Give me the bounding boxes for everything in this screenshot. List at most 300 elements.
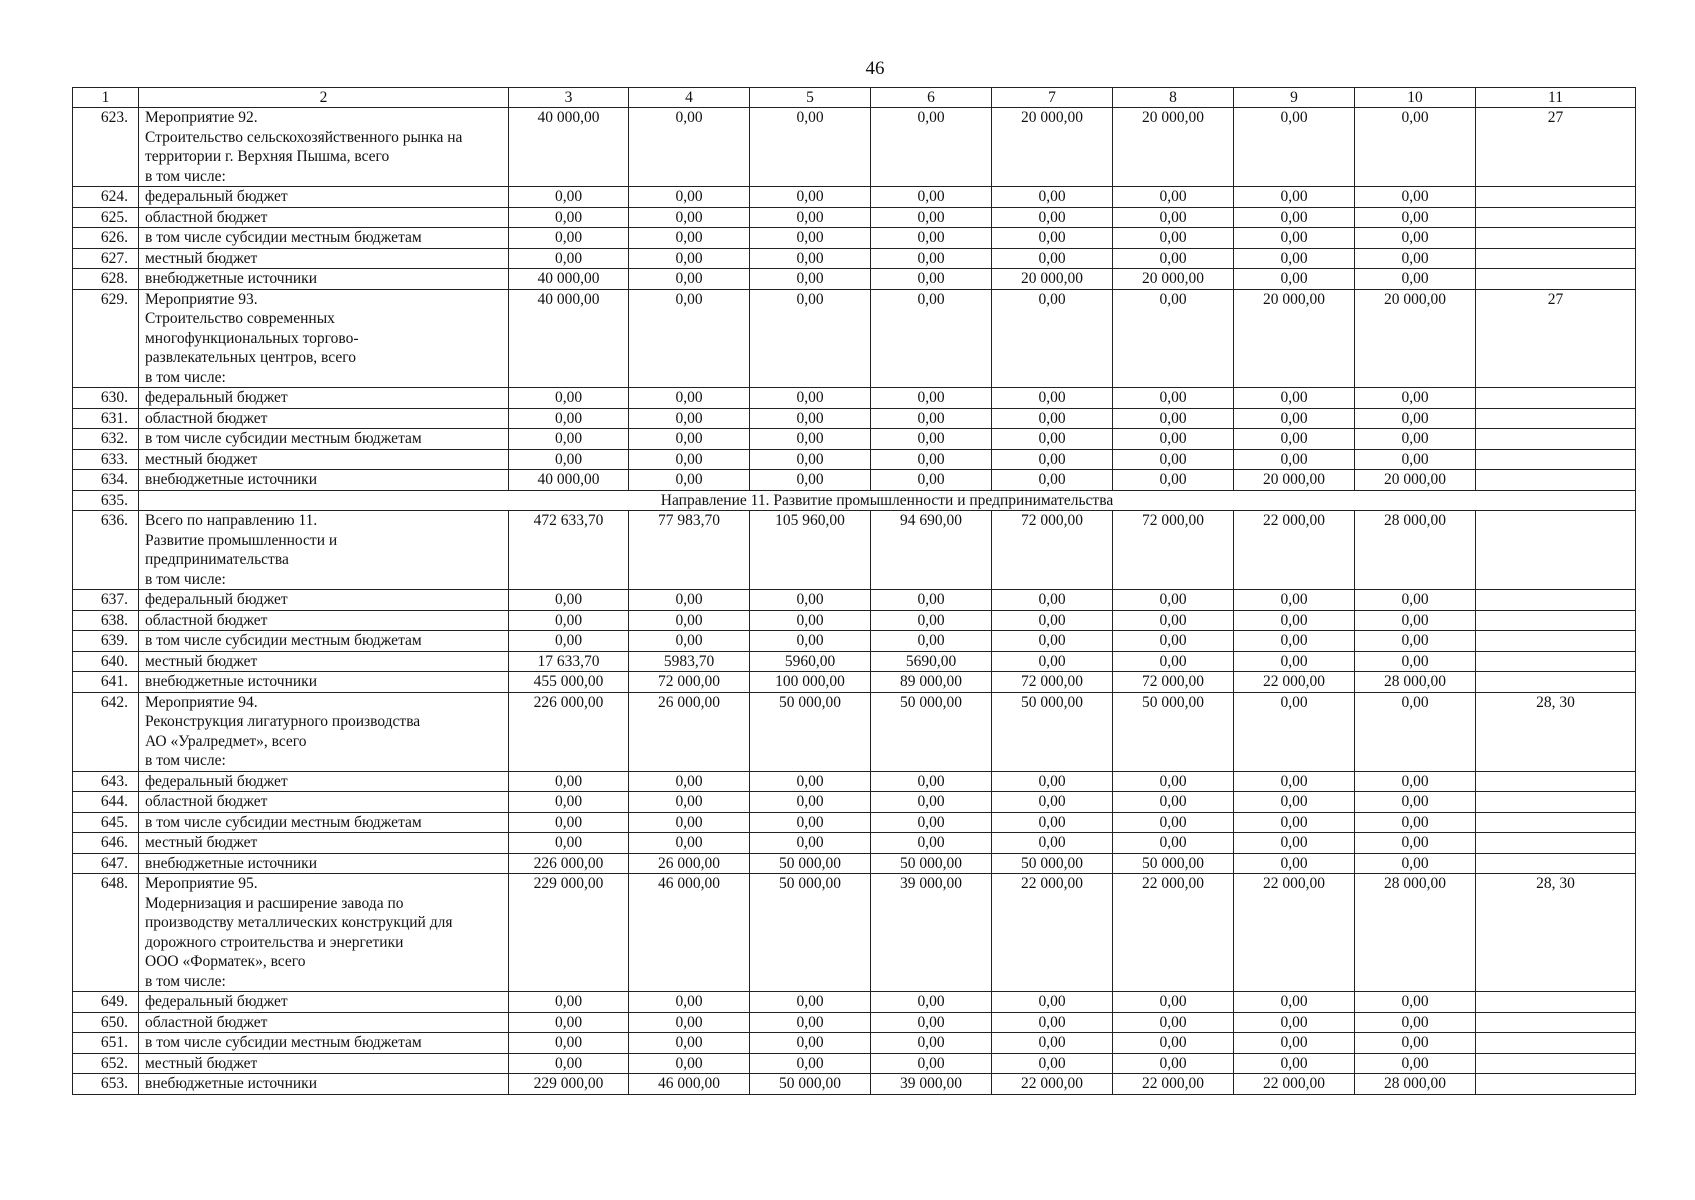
amount-cell: 0,00	[629, 470, 750, 491]
funding-source-row	[73, 228, 1636, 249]
description-line: многофункциональных торгово-	[145, 329, 359, 347]
column-number-header: 11	[1476, 88, 1636, 108]
amount-cell: 0,00	[1234, 248, 1355, 269]
amount-cell: 0,00	[1113, 248, 1234, 269]
amount-cell: 0,00	[1113, 651, 1234, 672]
target-indicator-ref	[1476, 269, 1636, 290]
amount-cell: 50 000,00	[1113, 692, 1234, 771]
amount-cell: 0,00	[1355, 1053, 1476, 1074]
row-number: 648.	[73, 874, 139, 992]
amount-cell: 0,00	[1113, 449, 1234, 470]
amount-cell: 72 000,00	[992, 511, 1113, 590]
row-number: 645.	[73, 812, 139, 833]
row-number: 632.	[73, 429, 139, 450]
column-number-header: 10	[1355, 88, 1476, 108]
row-number: 631.	[73, 408, 139, 429]
row-number: 623.	[73, 108, 139, 187]
amount-cell: 20 000,00	[1113, 108, 1234, 187]
amount-cell: 0,00	[629, 812, 750, 833]
amount-cell: 22 000,00	[1113, 874, 1234, 992]
row-number: 650.	[73, 1012, 139, 1033]
amount-cell: 0,00	[629, 108, 750, 187]
target-indicator-ref	[1476, 228, 1636, 249]
amount-cell: 0,00	[1355, 248, 1476, 269]
amount-cell: 0,00	[509, 792, 629, 813]
amount-cell: 0,00	[1234, 812, 1355, 833]
amount-cell: 28 000,00	[1355, 672, 1476, 693]
amount-cell: 0,00	[1234, 792, 1355, 813]
amount-cell: 0,00	[509, 207, 629, 228]
amount-cell: 0,00	[1113, 207, 1234, 228]
target-indicator-ref	[1476, 1074, 1636, 1095]
amount-cell: 0,00	[1234, 631, 1355, 652]
amount-cell: 0,00	[1355, 429, 1476, 450]
amount-cell: 0,00	[1355, 269, 1476, 290]
column-number-header: 7	[992, 88, 1113, 108]
page-number: 46	[865, 58, 885, 79]
funding-source-row	[73, 672, 1636, 693]
amount-cell: 0,00	[509, 631, 629, 652]
amount-cell: 0,00	[750, 833, 871, 854]
amount-cell: 0,00	[992, 992, 1113, 1013]
amount-cell: 20 000,00	[992, 269, 1113, 290]
amount-cell: 0,00	[629, 1053, 750, 1074]
amount-cell: 0,00	[1234, 108, 1355, 187]
amount-cell: 0,00	[992, 408, 1113, 429]
target-indicator-ref	[1476, 248, 1636, 269]
row-number: 626.	[73, 228, 139, 249]
description-line: Мероприятие 93.	[145, 290, 258, 308]
amount-cell: 26 000,00	[629, 692, 750, 771]
amount-cell: 0,00	[629, 833, 750, 854]
amount-cell: 46 000,00	[629, 1074, 750, 1095]
amount-cell: 39 000,00	[871, 1074, 992, 1095]
amount-cell: 22 000,00	[1234, 511, 1355, 590]
amount-cell: 0,00	[1355, 610, 1476, 631]
target-indicator-ref	[1476, 610, 1636, 631]
amount-cell: 0,00	[992, 228, 1113, 249]
amount-cell: 0,00	[1355, 833, 1476, 854]
amount-cell: 5983,70	[629, 651, 750, 672]
amount-cell: 0,00	[1355, 792, 1476, 813]
target-indicator-ref	[1476, 408, 1636, 429]
target-indicator-ref	[1476, 1053, 1636, 1074]
amount-cell: 0,00	[1234, 833, 1355, 854]
amount-cell: 0,00	[1113, 388, 1234, 409]
amount-cell: 226 000,00	[509, 692, 629, 771]
amount-cell: 0,00	[871, 248, 992, 269]
row-number: 624.	[73, 187, 139, 208]
target-indicator-ref	[1476, 470, 1636, 491]
event-row	[73, 511, 1636, 590]
amount-cell: 0,00	[871, 833, 992, 854]
funding-source-row	[73, 248, 1636, 269]
target-indicator-ref	[1476, 449, 1636, 470]
amount-cell: 5960,00	[750, 651, 871, 672]
amount-cell: 0,00	[750, 207, 871, 228]
funding-source-label: в том числе субсидии местным бюджетам	[139, 429, 509, 450]
funding-source-row	[73, 792, 1636, 813]
description-line: Всего по направлению 11.	[145, 512, 318, 529]
funding-source-label: федеральный бюджет	[139, 388, 509, 409]
amount-cell: 0,00	[750, 1012, 871, 1033]
amount-cell: 0,00	[992, 449, 1113, 470]
amount-cell: 0,00	[1113, 812, 1234, 833]
amount-cell: 0,00	[750, 771, 871, 792]
amount-cell: 0,00	[871, 108, 992, 187]
row-number: 643.	[73, 771, 139, 792]
amount-cell: 0,00	[509, 812, 629, 833]
amount-cell: 0,00	[1113, 610, 1234, 631]
amount-cell: 0,00	[1234, 992, 1355, 1013]
amount-cell: 50 000,00	[992, 853, 1113, 874]
amount-cell: 50 000,00	[750, 853, 871, 874]
funding-source-row	[73, 610, 1636, 631]
amount-cell: 0,00	[992, 771, 1113, 792]
funding-source-row	[73, 1012, 1636, 1033]
amount-cell: 0,00	[629, 1033, 750, 1054]
amount-cell: 0,00	[750, 248, 871, 269]
column-number-header: 3	[509, 88, 629, 108]
amount-cell: 0,00	[629, 289, 750, 388]
funding-source-label: областной бюджет	[139, 610, 509, 631]
amount-cell: 22 000,00	[1234, 1074, 1355, 1095]
funding-source-row	[73, 1053, 1636, 1074]
amount-cell: 0,00	[1355, 992, 1476, 1013]
amount-cell: 0,00	[1234, 228, 1355, 249]
amount-cell: 72 000,00	[1113, 511, 1234, 590]
amount-cell: 0,00	[992, 590, 1113, 611]
amount-cell: 0,00	[871, 187, 992, 208]
funding-source-label: федеральный бюджет	[139, 771, 509, 792]
amount-cell: 22 000,00	[1234, 672, 1355, 693]
description-line: Мероприятие 92.	[145, 109, 258, 126]
direction-row	[73, 490, 1636, 511]
funding-source-row	[73, 812, 1636, 833]
column-number-header: 5	[750, 88, 871, 108]
amount-cell: 229 000,00	[509, 1074, 629, 1095]
amount-cell: 472 633,70	[509, 511, 629, 590]
target-indicator-ref	[1476, 590, 1636, 611]
amount-cell: 0,00	[509, 992, 629, 1013]
amount-cell: 20 000,00	[1355, 289, 1476, 388]
amount-cell: 0,00	[1355, 1012, 1476, 1033]
amount-cell: 0,00	[1113, 590, 1234, 611]
amount-cell: 0,00	[992, 631, 1113, 652]
amount-cell: 455 000,00	[509, 672, 629, 693]
amount-cell: 0,00	[1113, 771, 1234, 792]
row-number: 638.	[73, 610, 139, 631]
description-line: территории г. Верхняя Пышма, всего	[145, 148, 390, 165]
amount-cell: 0,00	[871, 228, 992, 249]
amount-cell: 0,00	[871, 470, 992, 491]
amount-cell: 0,00	[750, 289, 871, 388]
row-number: 636.	[73, 511, 139, 590]
target-indicator-ref: 27	[1476, 289, 1636, 388]
amount-cell: 39 000,00	[871, 874, 992, 992]
amount-cell: 0,00	[871, 1033, 992, 1054]
amount-cell: 22 000,00	[1113, 1074, 1234, 1095]
amount-cell: 100 000,00	[750, 672, 871, 693]
funding-source-label: областной бюджет	[139, 1012, 509, 1033]
description-line: ООО «Форматек», всего	[145, 953, 306, 970]
funding-source-row	[73, 187, 1636, 208]
funding-source-label: внебюджетные источники	[139, 672, 509, 693]
column-number-header: 4	[629, 88, 750, 108]
row-number: 642.	[73, 692, 139, 771]
row-number: 627.	[73, 248, 139, 269]
target-indicator-ref	[1476, 792, 1636, 813]
row-number: 653.	[73, 1074, 139, 1095]
amount-cell: 0,00	[509, 1053, 629, 1074]
amount-cell: 0,00	[750, 812, 871, 833]
row-number: 639.	[73, 631, 139, 652]
amount-cell: 40 000,00	[509, 269, 629, 290]
event-row	[73, 108, 1636, 187]
budget-table	[72, 87, 1636, 1095]
amount-cell: 0,00	[1355, 771, 1476, 792]
column-number-header: 2	[139, 88, 509, 108]
amount-cell: 0,00	[629, 187, 750, 208]
amount-cell: 0,00	[1113, 1053, 1234, 1074]
event-description	[139, 108, 509, 187]
row-number: 630.	[73, 388, 139, 409]
column-number-row	[73, 88, 1636, 108]
amount-cell: 0,00	[992, 470, 1113, 491]
target-indicator-ref	[1476, 388, 1636, 409]
amount-cell: 0,00	[992, 812, 1113, 833]
funding-source-row	[73, 449, 1636, 470]
amount-cell: 0,00	[1234, 429, 1355, 450]
funding-source-row	[73, 651, 1636, 672]
event-description	[139, 692, 509, 771]
funding-source-row	[73, 470, 1636, 491]
target-indicator-ref	[1476, 1033, 1636, 1054]
amount-cell: 0,00	[1234, 408, 1355, 429]
row-number: 634.	[73, 470, 139, 491]
amount-cell: 0,00	[871, 388, 992, 409]
amount-cell: 0,00	[750, 992, 871, 1013]
description-line: Мероприятие 94.	[145, 693, 258, 711]
amount-cell: 0,00	[1234, 1053, 1355, 1074]
amount-cell: 0,00	[1355, 812, 1476, 833]
amount-cell: 0,00	[1234, 1033, 1355, 1054]
amount-cell: 0,00	[992, 1012, 1113, 1033]
description-line: Мероприятие 95.	[145, 875, 258, 892]
target-indicator-ref	[1476, 631, 1636, 652]
funding-source-row	[73, 992, 1636, 1013]
amount-cell: 0,00	[750, 470, 871, 491]
amount-cell: 0,00	[871, 590, 992, 611]
target-indicator-ref	[1476, 771, 1636, 792]
funding-source-row	[73, 1033, 1636, 1054]
amount-cell: 0,00	[750, 269, 871, 290]
amount-cell: 0,00	[871, 1012, 992, 1033]
amount-cell: 0,00	[1113, 228, 1234, 249]
row-number: 625.	[73, 207, 139, 228]
target-indicator-ref	[1476, 207, 1636, 228]
amount-cell: 20 000,00	[1234, 289, 1355, 388]
amount-cell: 50 000,00	[750, 874, 871, 992]
amount-cell: 72 000,00	[992, 672, 1113, 693]
amount-cell: 0,00	[750, 610, 871, 631]
description-line: в том числе:	[145, 167, 226, 185]
amount-cell: 0,00	[871, 631, 992, 652]
row-number: 652.	[73, 1053, 139, 1074]
amount-cell: 50 000,00	[1113, 853, 1234, 874]
amount-cell: 0,00	[1355, 853, 1476, 874]
amount-cell: 46 000,00	[629, 874, 750, 992]
description-line: в том числе:	[145, 368, 226, 386]
amount-cell: 0,00	[992, 1033, 1113, 1054]
column-number-header: 1	[73, 88, 139, 108]
amount-cell: 0,00	[1113, 470, 1234, 491]
amount-cell: 0,00	[1234, 207, 1355, 228]
amount-cell: 0,00	[1113, 792, 1234, 813]
amount-cell: 0,00	[871, 289, 992, 388]
funding-source-label: в том числе субсидии местным бюджетам	[139, 228, 509, 249]
amount-cell: 0,00	[629, 590, 750, 611]
amount-cell: 0,00	[992, 610, 1113, 631]
target-indicator-ref: 27	[1476, 108, 1636, 187]
target-indicator-ref	[1476, 511, 1636, 590]
amount-cell: 0,00	[992, 792, 1113, 813]
funding-source-label: федеральный бюджет	[139, 992, 509, 1013]
amount-cell: 22 000,00	[1234, 874, 1355, 992]
amount-cell: 0,00	[1234, 449, 1355, 470]
description-line: Строительство современных	[145, 310, 335, 327]
target-indicator-ref	[1476, 812, 1636, 833]
row-number: 635.	[73, 490, 139, 511]
amount-cell: 0,00	[992, 248, 1113, 269]
amount-cell: 0,00	[871, 449, 992, 470]
amount-cell: 72 000,00	[1113, 672, 1234, 693]
row-number: 647.	[73, 853, 139, 874]
amount-cell: 0,00	[509, 388, 629, 409]
amount-cell: 0,00	[629, 228, 750, 249]
amount-cell: 0,00	[871, 207, 992, 228]
description-line: в том числе:	[145, 570, 226, 588]
amount-cell: 17 633,70	[509, 651, 629, 672]
event-description	[139, 289, 509, 388]
description-line: Модернизация и расширение завода по	[145, 894, 404, 912]
amount-cell: 0,00	[1234, 853, 1355, 874]
funding-source-row	[73, 853, 1636, 874]
amount-cell: 0,00	[509, 449, 629, 470]
amount-cell: 0,00	[1355, 590, 1476, 611]
amount-cell: 0,00	[629, 771, 750, 792]
amount-cell: 0,00	[1234, 269, 1355, 290]
row-number: 633.	[73, 449, 139, 470]
amount-cell: 0,00	[1355, 388, 1476, 409]
event-description	[139, 511, 509, 590]
amount-cell: 0,00	[750, 631, 871, 652]
amount-cell: 0,00	[871, 408, 992, 429]
funding-source-row	[73, 429, 1636, 450]
row-number: 641.	[73, 672, 139, 693]
amount-cell: 0,00	[509, 228, 629, 249]
amount-cell: 0,00	[1113, 289, 1234, 388]
funding-source-row	[73, 590, 1636, 611]
amount-cell: 0,00	[1234, 388, 1355, 409]
row-number: 629.	[73, 289, 139, 388]
amount-cell: 0,00	[871, 992, 992, 1013]
amount-cell: 28 000,00	[1355, 874, 1476, 992]
funding-source-label: федеральный бюджет	[139, 590, 509, 611]
target-indicator-ref	[1476, 429, 1636, 450]
funding-source-row	[73, 833, 1636, 854]
amount-cell: 26 000,00	[629, 853, 750, 874]
amount-cell: 0,00	[1355, 631, 1476, 652]
amount-cell: 229 000,00	[509, 874, 629, 992]
amount-cell: 0,00	[629, 792, 750, 813]
funding-source-label: областной бюджет	[139, 207, 509, 228]
funding-source-label: внебюджетные источники	[139, 470, 509, 491]
amount-cell: 0,00	[1355, 1033, 1476, 1054]
funding-source-row	[73, 771, 1636, 792]
amount-cell: 0,00	[992, 187, 1113, 208]
amount-cell: 0,00	[750, 449, 871, 470]
amount-cell: 0,00	[1234, 771, 1355, 792]
funding-source-row	[73, 631, 1636, 652]
amount-cell: 0,00	[750, 792, 871, 813]
funding-source-label: внебюджетные источники	[139, 1074, 509, 1095]
direction-title: Направление 11. Развитие промышленности и предпринимательства	[139, 490, 1636, 511]
row-number: 637.	[73, 590, 139, 611]
amount-cell: 0,00	[629, 269, 750, 290]
target-indicator-ref: 28, 30	[1476, 874, 1636, 992]
funding-source-label: в том числе субсидии местным бюджетам	[139, 631, 509, 652]
target-indicator-ref	[1476, 992, 1636, 1013]
row-number: 628.	[73, 269, 139, 290]
description-line: Развитие промышленности и	[145, 531, 338, 549]
amount-cell: 0,00	[629, 992, 750, 1013]
amount-cell: 0,00	[509, 1033, 629, 1054]
funding-source-label: местный бюджет	[139, 833, 509, 854]
funding-source-label: федеральный бюджет	[139, 187, 509, 208]
amount-cell: 0,00	[1113, 408, 1234, 429]
amount-cell: 22 000,00	[992, 874, 1113, 992]
column-number-header: 9	[1234, 88, 1355, 108]
funding-source-row	[73, 408, 1636, 429]
funding-source-label: в том числе субсидии местным бюджетам	[139, 1033, 509, 1054]
amount-cell: 0,00	[1113, 631, 1234, 652]
amount-cell: 0,00	[871, 792, 992, 813]
amount-cell: 0,00	[1355, 408, 1476, 429]
amount-cell: 0,00	[992, 388, 1113, 409]
funding-source-label: областной бюджет	[139, 408, 509, 429]
target-indicator-ref	[1476, 853, 1636, 874]
amount-cell: 0,00	[629, 248, 750, 269]
amount-cell: 50 000,00	[750, 1074, 871, 1095]
amount-cell: 0,00	[1113, 1033, 1234, 1054]
amount-cell: 0,00	[992, 289, 1113, 388]
amount-cell: 40 000,00	[509, 289, 629, 388]
amount-cell: 0,00	[750, 1033, 871, 1054]
amount-cell: 0,00	[509, 833, 629, 854]
target-indicator-ref: 28, 30	[1476, 692, 1636, 771]
amount-cell: 0,00	[1234, 187, 1355, 208]
amount-cell: 0,00	[750, 590, 871, 611]
amount-cell: 0,00	[992, 833, 1113, 854]
row-number: 651.	[73, 1033, 139, 1054]
amount-cell: 0,00	[871, 812, 992, 833]
description-line: Строительство сельскохозяйственного рынка на	[145, 128, 463, 146]
amount-cell: 0,00	[871, 610, 992, 631]
event-description	[139, 874, 509, 992]
amount-cell: 0,00	[1355, 108, 1476, 187]
amount-cell: 20 000,00	[992, 108, 1113, 187]
